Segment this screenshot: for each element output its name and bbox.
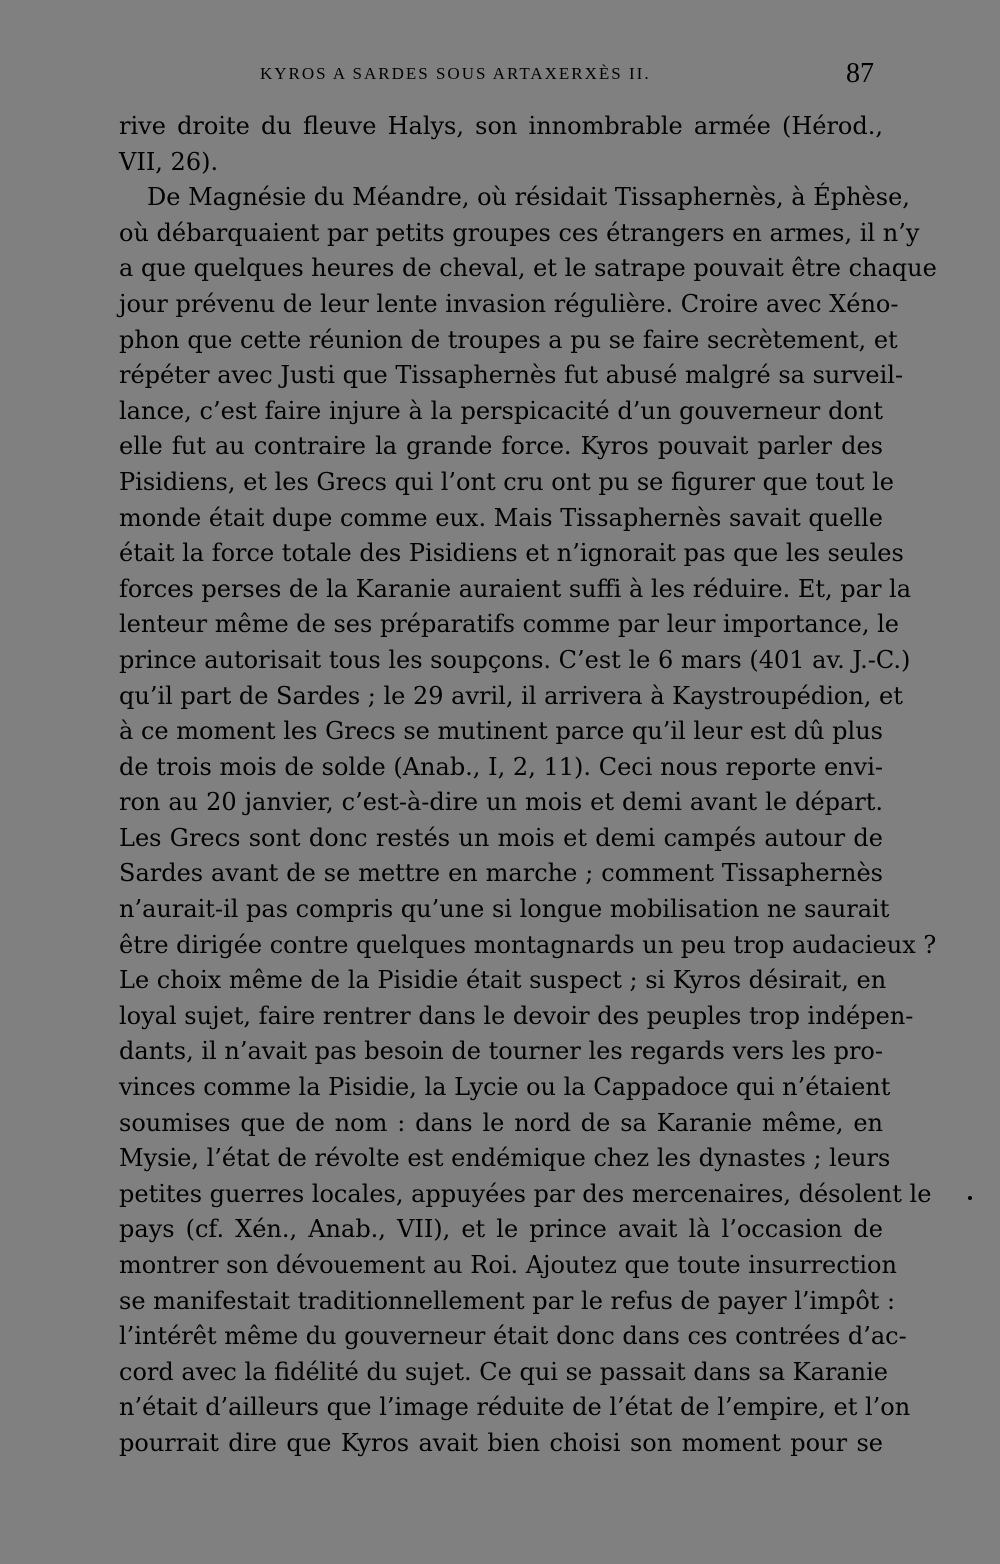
text-line: Le choix même de la Pisidie était suspect ; si Kyros désirait, en [119, 966, 887, 995]
text-line: de trois mois de solde (Anab., I, 2, 11). Ceci nous reporte envi- [119, 752, 883, 781]
text-line: cord avec la fidélité du sujet. Ce qui se passait dans sa Karanie [119, 1357, 888, 1386]
text-line: phon que cette réunion de troupes a pu se faire secrètement, et [119, 325, 898, 354]
text-line: se manifestait traditionnellement par le refus de payer l’impôt : [119, 1286, 896, 1315]
text-line: forces perses de la Karanie auraient suffi à les réduire. Et, par la [119, 574, 912, 603]
print-speck [968, 1196, 972, 1200]
text-line: loyal sujet, faire rentrer dans le devoir des peuples trop indépen- [119, 1001, 914, 1030]
text-line: pays (cf. Xén., Anab., VII), et le prince avait là l’occasion de [119, 1215, 883, 1244]
text-line: prince autorisait tous les soupçons. C’est le 6 mars (401 av. J.-C.) [119, 645, 911, 674]
text-line: lenteur même de ses préparatifs comme par leur importance, le [119, 610, 899, 639]
text-line: être dirigée contre quelques montagnards un peu trop audacieux ? [119, 930, 937, 959]
text-line: VII, 26). [119, 147, 219, 176]
body-text [119, 109, 937, 1462]
text-line: Pisidiens, et les Grecs qui l’ont cru ont pu se figurer que tout le [119, 467, 894, 496]
text-line: soumises que de nom : dans le nord de sa Karanie même, en [119, 1108, 883, 1137]
running-head: KYROS A SARDES SOUS ARTAXERXÈS II. [260, 64, 651, 83]
text-line: elle fut au contraire la grande force. Kyros pouvait parler des [119, 432, 883, 461]
text-line: a que quelques heures de cheval, et le satrape pouvait être chaque [119, 254, 937, 283]
text-line: lance, c’est faire injure à la perspicacité d’un gouverneur dont [119, 396, 883, 425]
text-line: monde était dupe comme eux. Mais Tissaphernès savait quelle [119, 503, 883, 532]
text-line: De Magnésie du Méandre, où résidait Tissaphernès, à Éphèse, [147, 183, 910, 212]
text-line: à ce moment les Grecs se mutinent parce qu’il leur est dû plus [119, 717, 883, 746]
text-line: jour prévenu de leur lente invasion régulière. Croire avec Xéno- [119, 289, 899, 318]
text-line: ron au 20 janvier, c’est-à-dire un mois et demi avant le départ. [119, 788, 883, 817]
text-line: rive droite du fleuve Halys, son innombrable armée (Hérod., [119, 112, 883, 140]
text-line: petites guerres locales, appuyées par des mercenaires, désolent le [119, 1179, 932, 1208]
text-line: était la force totale des Pisidiens et n’ignorait pas que les seules [119, 539, 904, 568]
text-line: n’aurait-il pas compris qu’une si longue mobilisation ne saurait [119, 895, 890, 924]
text-line: l’intérêt même du gouverneur était donc dans ces contrées d’ac- [119, 1322, 907, 1351]
text-line: où débarquaient par petits groupes ces étrangers en armes, il n’y [119, 218, 920, 247]
text-line: montrer son dévouement au Roi. Ajoutez que toute insurrection [119, 1251, 897, 1279]
page-number: 87 [846, 58, 874, 89]
text-line: qu’il part de Sardes ; le 29 avril, il arrivera à Kaystroupédion, et [119, 681, 903, 710]
text-line: Mysie, l’état de révolte est endémique chez les dynastes ; leurs [119, 1144, 891, 1173]
text-line: dants, il n’avait pas besoin de tourner les regards vers les pro- [119, 1037, 883, 1066]
text-line: vinces comme la Pisidie, la Lycie ou la Cappadoce qui n’étaient [119, 1073, 891, 1102]
text-line: Sardes avant de se mettre en marche ; comment Tissaphernès [119, 859, 883, 888]
text-line: n’était d’ailleurs que l’image réduite de l’état de l’empire, et l’on [119, 1393, 911, 1422]
text-line: Les Grecs sont donc restés un mois et demi campés autour de [119, 823, 883, 852]
text-line: pourrait dire que Kyros avait bien choisi son moment pour se [119, 1428, 883, 1457]
text-line: répéter avec Justi que Tissaphernès fut abusé malgré sa surveil- [119, 361, 904, 390]
